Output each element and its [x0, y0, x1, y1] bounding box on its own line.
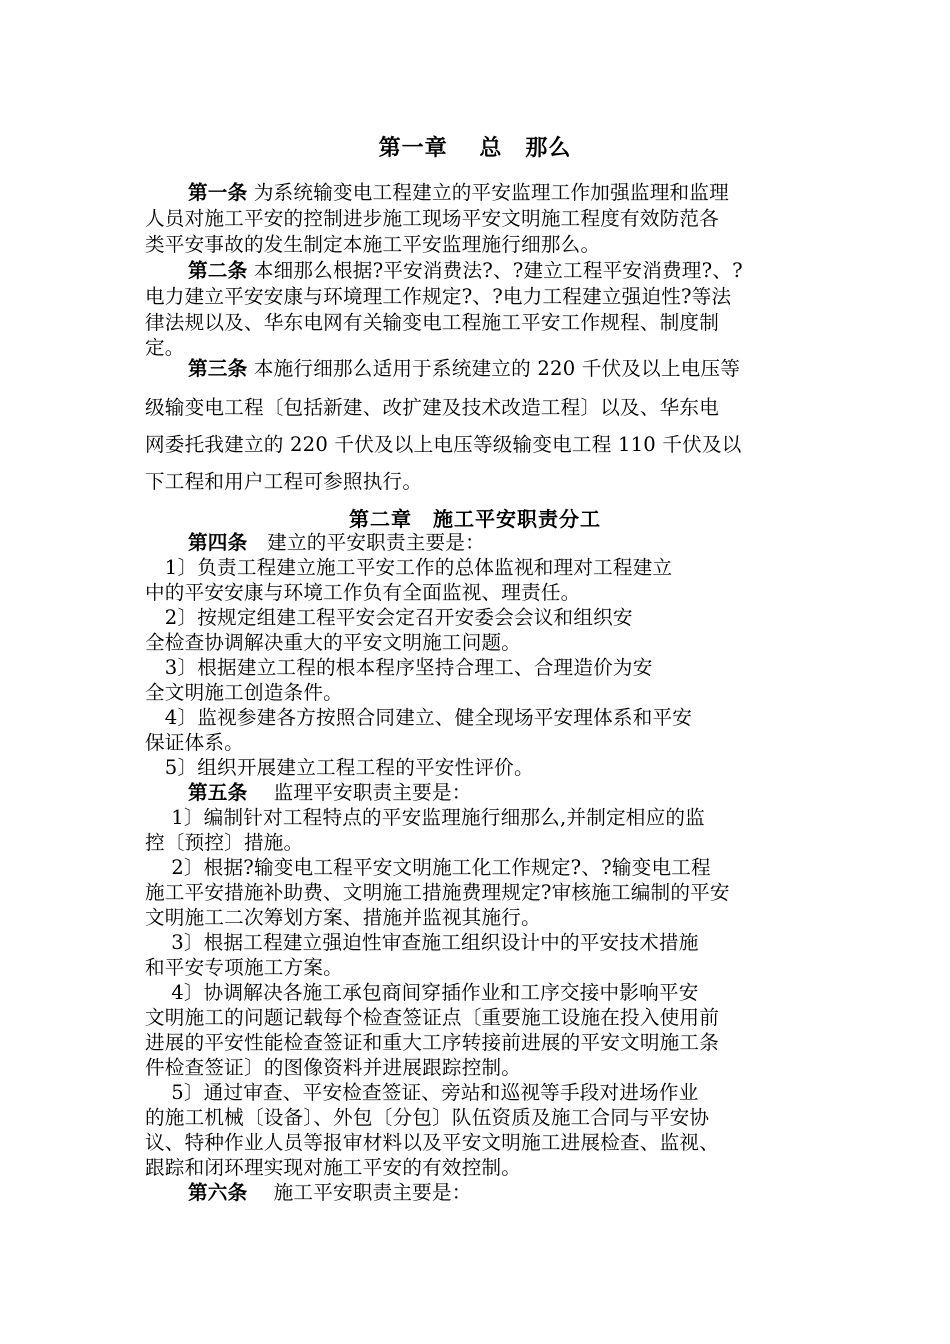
- article-2-text: 本细那么根据?平安消费法?、?建立工程平安消费理?、?: [247, 259, 743, 282]
- article-2-label: 第二条: [188, 259, 248, 282]
- article-5-line-13: 的施工机械〔设备〕、外包〔分包〕队伍资质及施工合同与平安协: [145, 1106, 710, 1129]
- article-4-line-8: 保证体系。: [145, 731, 244, 754]
- article-2-line-1: [145, 259, 815, 283]
- article-4-line-1: 1〕负责工程建立施工平安工作的总体监视和理对工程建立: [145, 556, 673, 579]
- article-4-label: 第四条: [188, 531, 248, 554]
- article-3-line-2: 级输变电工程〔包括新建、改扩建及技术改造工程〕以及、华东电: [145, 396, 720, 419]
- article-5-label: 第五条: [188, 781, 248, 804]
- article-5-line-7: 和平安专项施工方案。: [145, 956, 343, 979]
- article-2-line-3: 律法规以及、华东电网有关输变电工程施工平安工作规程、制度制: [145, 311, 720, 334]
- article-1-line-1: [145, 181, 815, 205]
- chapter-2-title: 第二章 施工平安职责分工: [349, 507, 601, 531]
- article-5-line-11: 件检查签证〕的图像资料并进展跟踪控制。: [145, 1056, 522, 1079]
- article-5-line-10: 进展的平安性能检查签证和重大工序转接前进展的平安文明施工条: [145, 1031, 720, 1054]
- article-1-label: 第一条: [188, 181, 248, 204]
- article-5-line-5: 文明施工二次筹划方案、措施并监视其施行。: [145, 906, 541, 929]
- article-4-line-7: 4〕监视参建各方按照合同建立、健全现场平安理体系和平安: [145, 706, 693, 729]
- article-1-line-3: 类平安事故的发生制定本施工平安监理施行细那么。: [145, 233, 601, 256]
- article-1-line-2: 人员对施工平安的控制进步施工现场平安文明施工程度有效防范各: [145, 207, 720, 230]
- article-4-line-9: 5〕组织开展建立工程工程的平安性评价。: [145, 756, 534, 779]
- article-5-line-6: 3〕根据工程建立强迫性审查施工组织设计中的平安技术措施: [145, 931, 699, 954]
- article-4-line-2: 中的平安安康与环境工作负有全面监视、理责任。: [145, 581, 581, 604]
- article-5-line-12: 5〕通过审查、平安检查签证、旁站和巡视等手段对进场作业: [145, 1081, 699, 1104]
- article-6-intro-line: [145, 1181, 815, 1205]
- article-5-line-2: 控〔预控〕措施。: [145, 831, 304, 854]
- article-4-intro-line: [145, 531, 815, 555]
- article-4-line-4: 全检查协调解决重大的平安文明施工问题。: [145, 631, 522, 654]
- article-5-line-1: 1〕编制针对工程特点的平安监理施行细那么,并制定相应的监: [145, 806, 705, 829]
- article-5-intro-line: [145, 781, 815, 805]
- article-5-line-15: 跟踪和闭环理实现对施工平安的有效控制。: [145, 1156, 522, 1179]
- article-6-intro: 施工平安职责主要是：: [247, 1181, 472, 1204]
- article-4-line-3: 2〕按规定组建工程平安会定召开安委会会议和组织安: [145, 606, 633, 629]
- article-3-line-1: [145, 357, 815, 381]
- article-5-line-9: 文明施工的问题记载每个检查签证点〔重要施工设施在投入使用前: [145, 1006, 720, 1029]
- article-5-line-4: 施工平安措施补助费、文明施工措施费理规定?审核施工编制的平安: [145, 881, 730, 904]
- article-5-intro: 监理平安职责主要是：: [247, 781, 472, 804]
- article-5-line-14: 议、特种作业人员等报审材料以及平安文明施工进展检查、监视、: [145, 1131, 720, 1154]
- article-4-line-5: 3〕根据建立工程的根本程序坚持合理工、合理造价为安: [145, 656, 653, 679]
- article-3-line-4: 下工程和用户工程可参照执行。: [145, 470, 423, 493]
- article-6-label: 第六条: [188, 1181, 248, 1204]
- article-2-line-2: 电力建立平安安康与环境理工作规定?、?电力工程建立强迫性?等法: [145, 285, 732, 308]
- article-4-intro: 建立的平安职责主要是：: [247, 531, 485, 554]
- article-3-line-3: 网委托我建立的 220 千伏及以上电压等级输变电工程 110 千伏及以: [145, 433, 742, 456]
- article-5-line-8: 4〕协调解决各施工承包商间穿插作业和工序交接中影响平安: [145, 981, 699, 1004]
- article-3-label: 第三条: [188, 357, 248, 380]
- article-4-line-6: 全文明施工创造条件。: [145, 681, 343, 704]
- chapter-1-title: 第一章 总 那么: [378, 136, 572, 161]
- article-2-line-4: 定。: [145, 336, 185, 359]
- article-1-text: 为系统输变电工程建立的平安监理工作加强监理和监理: [247, 181, 729, 204]
- article-5-line-3: 2〕根据?输变电工程平安文明施工化工作规定?、?输变电工程: [145, 856, 711, 879]
- article-3-text: 本施行细那么适用于系统建立的 220 千伏及以上电压等: [247, 357, 741, 380]
